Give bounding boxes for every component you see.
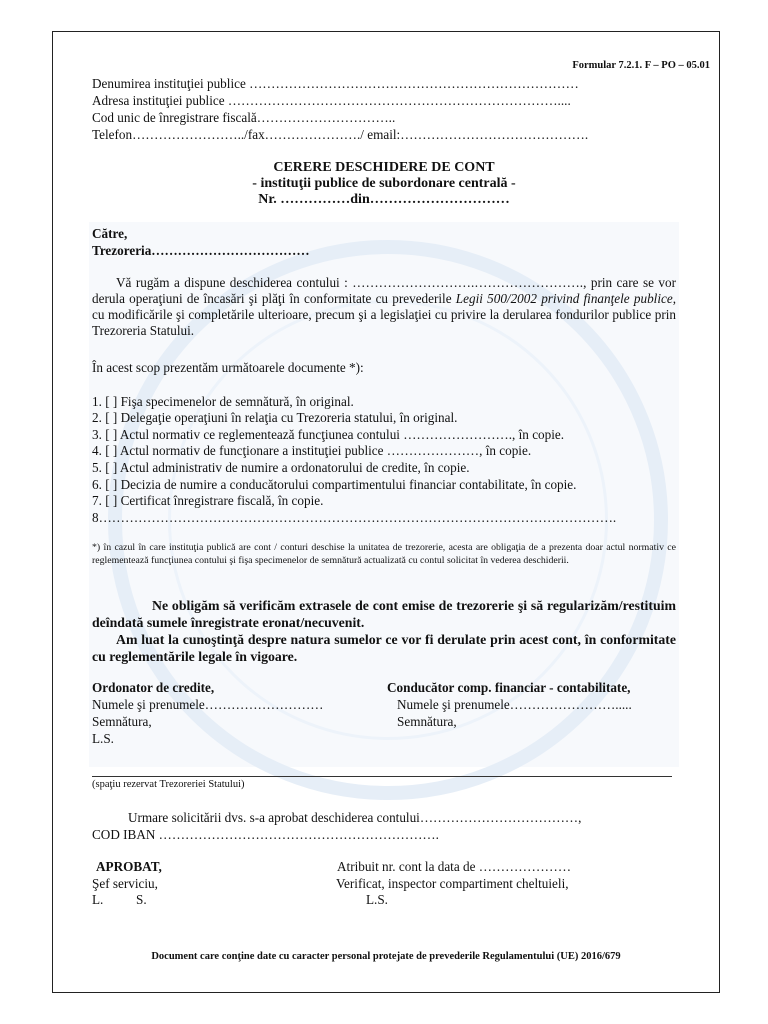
request-text-1: Vă rugăm a dispune deschiderea contului : ……………………….……………………., prin care se vor derula operaţiuni de încasări şi plăţi în conformitate cu prevederile [92,275,676,306]
document-item-4[interactable]: 4. [ ] Actul normativ de funcţionare a instituţiei publice …………………, în copie. [92,443,532,458]
finance-head-name-field[interactable]: Numele şi prenumele……………………..... [397,697,632,712]
finance-head-signature[interactable]: Semnătura, [397,714,457,729]
iban-field[interactable]: COD IBAN ………………………………………………………. [92,827,439,842]
contact-field[interactable]: Telefon……………………../fax…………………./ email:……………………………………. [92,127,589,142]
approved-label: APROBAT, [96,859,162,874]
obligation-verify: Ne obligăm să verificăm extrasele de cont emise de trezorerie şi să regularizăm/restituim deîndată sumele înregistrate eronat/necuvenit. [92,598,676,630]
document-item-2[interactable]: 2. [ ] Delegaţie operaţiuni în relaţia cu Trezoreria statului, în original. [92,410,458,425]
document-item-3[interactable]: 3. [ ] Actul normativ ce reglementează funcţiunea contului ……………………., în copie. [92,427,565,442]
credit-officer-title: Ordonator de credite, [92,680,215,695]
inspector-seal: L.S. [366,892,388,907]
treasury-field[interactable]: Trezoreria……………………………… [92,243,310,258]
document-item-1[interactable]: 1. [ ] Fişa specimenelor de semnătură, în original. [92,394,354,409]
obligation-acknowledge: Am luat la cunoştinţă despre natura sumelor ce vor fi derulate prin acest cont, în conformitate cu reglementările legale în vigoare. [92,632,676,664]
document-item-7[interactable]: 7. [ ] Certificat înregistrare fiscală, în copie. [92,493,324,508]
documents-intro: În acest scop prezentăm următoarele documente *): [92,360,364,375]
credit-officer-seal: L.S. [92,731,114,746]
request-text-2: , cu modificările şi completările ulterioare, precum şi a legislaţiei cu privire la derularea fondurilor publice prin Trezoreria Statului. [92,291,677,338]
institution-name-field[interactable]: Denumirea instituţiei publice ………………………………………………………………… [92,76,579,91]
request-paragraph [92,275,676,339]
fiscal-code-field[interactable]: Cod unic de înregistrare fiscală………………………….. [92,110,396,125]
treasury-reserved-label: (spaţiu rezervat Trezoreriei Statului) [92,779,245,790]
chief-seal-s: S. [136,892,147,907]
approval-text[interactable]: Urmare solicitării dvs. s-a aprobat deschiderea contului………………………………, [128,810,582,825]
service-chief-label: Şef serviciu, [92,876,158,891]
chief-seal-l: L. [92,892,104,907]
credit-officer-name-field[interactable]: Numele şi prenumele……………………… [92,697,324,712]
law-reference: Legii 500/2002 privind finanţele publice [455,291,673,306]
document-title: CERERE DESCHIDERE DE CONT [273,160,495,175]
form-code: Formular 7.2.1. F – PO – 05.01 [572,60,710,71]
recipient-label: Către, [92,226,128,241]
gdpr-footer: Document care conţine date cu caracter personal protejate de prevederile Regulamentului (UE) 2016/679 [151,951,621,962]
inspector-label: Verificat, inspector compartiment cheltuieli, [336,876,569,891]
document-item-8[interactable]: 8………………………………………………………………………………………………………. [92,510,617,525]
credit-officer-signature[interactable]: Semnătura, [92,714,152,729]
divider [92,776,672,777]
document-number[interactable]: Nr. ……………din………………………… [258,192,510,207]
document-item-6[interactable]: 6. [ ] Decizia de numire a conducătorului compartimentului financiar contabilitate, în copie. [92,477,577,492]
finance-head-title: Conducător comp. financiar - contabilitate, [387,680,631,695]
institution-address-field[interactable]: Adresa instituţiei publice ………………………………………………………………….... [92,93,571,108]
document-subtitle: - instituţii publice de subordonare centrală - [252,176,516,191]
account-assigned-date-field[interactable]: Atribuit nr. cont la data de ………………… [337,859,572,874]
document-item-5[interactable]: 5. [ ] Actul administrativ de numire a ordonatorului de credite, în copie. [92,460,470,475]
footnote: *) în cazul în care instituţia publică are cont / conturi deschise la unitatea de trezorerie, acesta are obligaţia de a prezenta doar actul normativ ce reglementează funcţiunea contului şi fişa specimenelor de semnătură actualizată cu contul solicitat în vederea deschiderii. [92,542,676,566]
